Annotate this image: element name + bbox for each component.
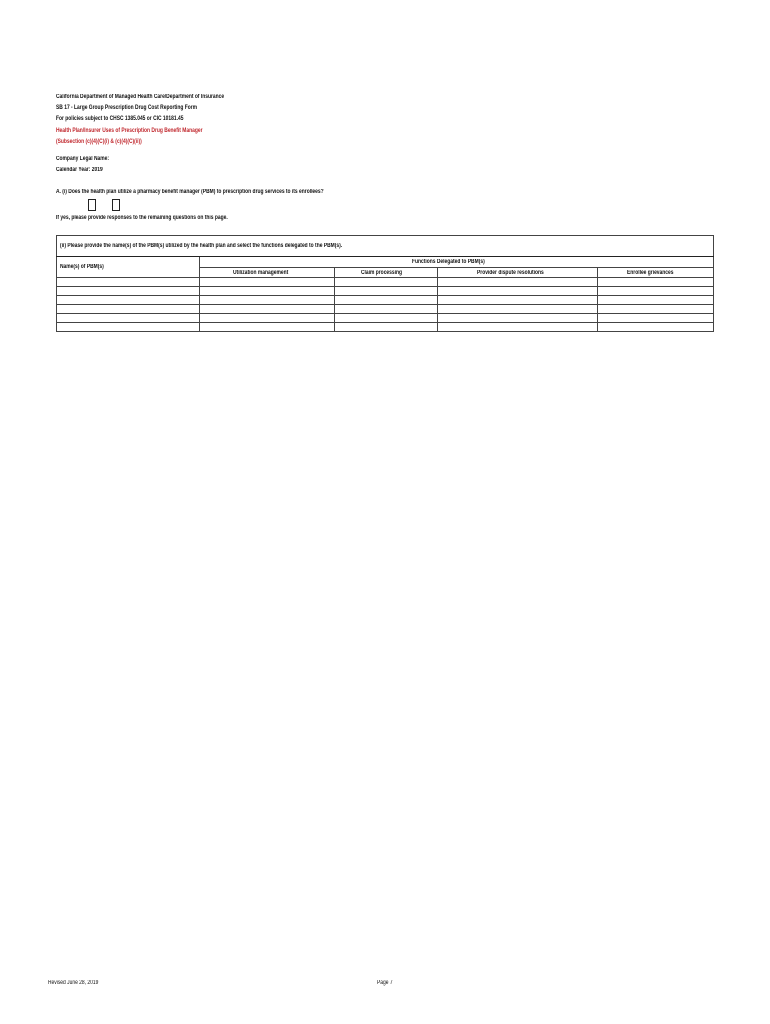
pbm-name-cell[interactable] <box>57 305 200 314</box>
header-line-policies: For policies subject to CHSC 1385.045 or CIC 10181.45 <box>56 116 184 123</box>
function-cell[interactable] <box>334 296 437 305</box>
question-ii-text: (ii) Please provide the name(s) of the PBM(s) utilized by the health plan and select the functions delegated to the PBM(s). <box>60 243 343 249</box>
col-utilization-management: Utilization management <box>200 268 335 278</box>
form-header <box>56 92 224 148</box>
table-row <box>57 278 714 287</box>
table-row <box>57 287 714 296</box>
table-header-row <box>57 257 714 268</box>
function-cell[interactable] <box>334 323 437 332</box>
functions-delegated-header: Functions Delegated to PBM(s) <box>200 257 714 268</box>
header-line-subsection: (Subsection (c)(4)(C)(i) & (c)(4)(C)(ii)) <box>56 138 142 145</box>
pbm-name-cell[interactable] <box>57 296 200 305</box>
function-cell[interactable] <box>200 296 335 305</box>
function-cell[interactable] <box>598 287 714 296</box>
function-cell[interactable] <box>200 323 335 332</box>
function-cell[interactable] <box>200 305 335 314</box>
header-line-agency: California Department of Managed Health Care/Department of Insurance <box>56 94 225 100</box>
col-provider-dispute-resolutions: Provider dispute resolutions <box>438 268 598 278</box>
pbm-functions-table <box>56 235 714 332</box>
function-cell[interactable] <box>598 323 714 332</box>
header-line-form-title: SB 17 - Large Group Prescription Drug Cost Reporting Form <box>56 105 198 112</box>
no-checkbox[interactable] <box>112 199 120 211</box>
function-cell[interactable] <box>598 314 714 323</box>
col-claim-processing: Claim processing <box>334 268 437 278</box>
pbm-name-cell[interactable] <box>57 314 200 323</box>
yes-checkbox[interactable] <box>88 199 96 211</box>
question-ii-cell <box>57 236 714 257</box>
function-cell[interactable] <box>334 287 437 296</box>
calendar-year-label: Calendar Year: 2019 <box>56 167 103 173</box>
function-cell[interactable] <box>598 296 714 305</box>
header-line-section-title: Health Plan/Insurer Uses of Prescription Drug Benefit Manager <box>56 127 203 134</box>
company-legal-name-label: Company Legal Name: <box>56 156 110 162</box>
pbm-name-cell[interactable] <box>57 323 200 332</box>
function-cell[interactable] <box>200 278 335 287</box>
function-cell[interactable] <box>334 314 437 323</box>
function-cell[interactable] <box>438 314 598 323</box>
footer-page-number: Page 7 <box>377 980 393 986</box>
question-a-text: A. (i) Does the health plan utilize a pharmacy benefit manager (PBM) to prescription drug services to its enrollees? <box>56 189 324 195</box>
pbm-name-cell[interactable] <box>57 278 200 287</box>
function-cell[interactable] <box>598 278 714 287</box>
footer-revised-date: Revised June 28, 2019 <box>48 980 99 986</box>
pbm-name-header: Name(s) of PBM(s) <box>57 257 200 278</box>
function-cell[interactable] <box>598 305 714 314</box>
function-cell[interactable] <box>334 305 437 314</box>
function-cell[interactable] <box>438 278 598 287</box>
function-cell[interactable] <box>200 314 335 323</box>
function-cell[interactable] <box>438 287 598 296</box>
function-cell[interactable] <box>438 305 598 314</box>
function-cell[interactable] <box>200 287 335 296</box>
table-row <box>57 296 714 305</box>
table-row <box>57 314 714 323</box>
pbm-name-cell[interactable] <box>57 287 200 296</box>
table-row <box>57 305 714 314</box>
function-cell[interactable] <box>334 278 437 287</box>
table-row <box>57 323 714 332</box>
col-enrollee-grievances: Enrollee grievances <box>598 268 714 278</box>
table-question-row <box>57 236 714 257</box>
question-a-followup: If yes, please provide responses to the remaining questions on this page. <box>56 215 228 221</box>
function-cell[interactable] <box>438 323 598 332</box>
function-cell[interactable] <box>438 296 598 305</box>
